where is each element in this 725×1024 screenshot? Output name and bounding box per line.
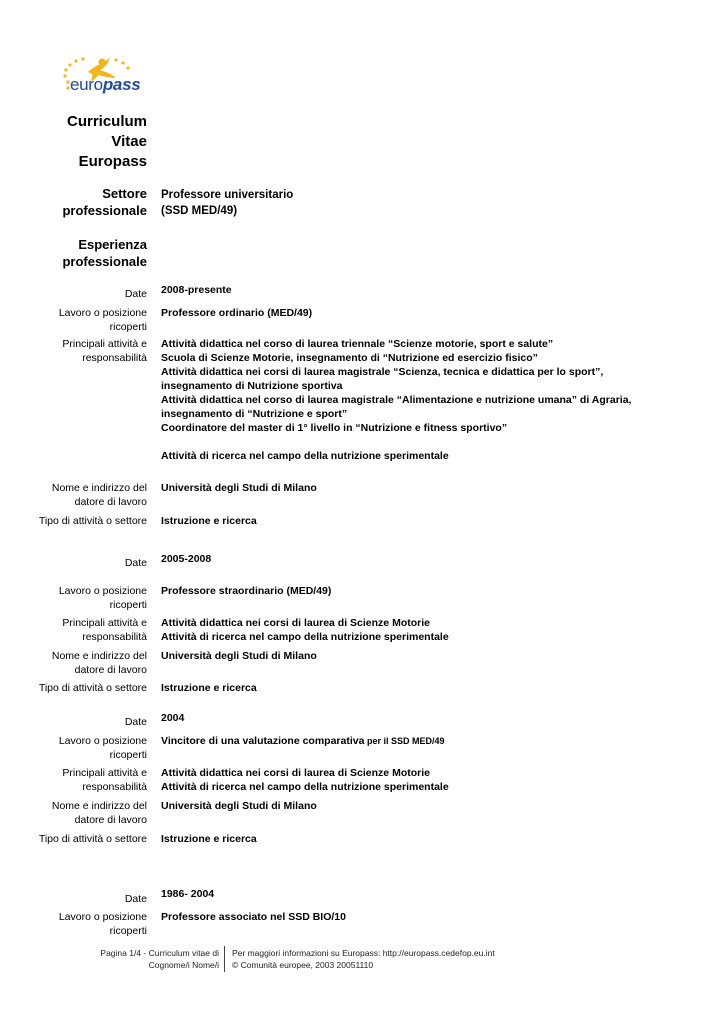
tipo-label: Tipo di attività o settore [38,682,147,694]
footer-right: Per maggiori informazioni su Europass: http://europass.cedefop.eu.int © Comunità europee, 2003 20051110 [232,948,495,970]
entry-date: 2005-2008 [161,553,212,565]
entry-datore: Università degli Studi di Milano [161,800,317,812]
entry-lavoro: Professore associato nel SSD BIO/10 [161,911,346,923]
datore-label: Nome e indirizzo del datore di lavoro [51,482,147,508]
title-line: Vitae [111,133,147,150]
entry-attivita: Attività didattica nei corsi di laurea di Scienze Motorie Attività di ricerca nel campo della nutrizione sperimentale [161,617,449,643]
entry-attivita: Attività didattica nei corsi di laurea di Scienze Motorie Attività di ricerca nel campo della nutrizione sperimentale [161,767,449,793]
esperienza-heading: Esperienza professionale [62,237,147,269]
attivita-label: Principali attività e responsabilità [62,617,147,643]
tipo-label: Tipo di attività o settore [38,515,147,527]
title-line: Curriculum [66,113,147,130]
entry-tipo: Istruzione e ricerca [161,833,257,845]
attivita-label: Principali attività e responsabilità [62,767,147,793]
lavoro-label: Lavoro o posizione ricoperti [58,307,147,333]
datore-label: Nome e indirizzo del datore di lavoro [51,650,147,676]
entry-lavoro: Professore ordinario (MED/49) [161,307,313,319]
entry-datore: Università degli Studi di Milano [161,482,317,494]
date-label: Date [124,288,147,300]
entry-date: 2004 [161,712,185,724]
title-line: Europass [78,153,147,170]
cv-title [67,112,147,172]
settore-heading: Settore professionale [62,186,147,218]
attivita-label: Principali attività e responsabilità [62,338,147,364]
entry-tipo: Istruzione e ricerca [161,515,257,527]
entry-date: 1986- 2004 [161,888,215,900]
entry-datore: Università degli Studi di Milano [161,650,317,662]
date-label: Date [124,716,147,728]
europass-logo-text: europass [70,75,141,94]
settore-value: Professore universitario (SSD MED/49) [161,189,294,217]
footer-divider [224,946,225,972]
entry-attivita: Attività didattica nel corso di laurea triennale “Scienze motorie, sport e salute” Scuola di Scienze Motorie, insegnamento di “Nutrizione ed esercizio fisico” Attività didattica nei corsi di laurea magistrale “Scienza, tecnica e didattica per lo sport”, insegnamento di Nutrizione sportiva Attività didattica nel corso di laurea magistrale “Alimentazione e nutrizione umana” di Agraria, insegnamento di “Nutrizione e sport” Coordinatore del master di 1° livello in “Nutrizione e fitness sportivo” Attività di ricerca nel campo della nutrizione sperimentale [161,338,632,462]
entry-lavoro: Professore straordinario (MED/49) [161,585,332,597]
lavoro-label: Lavoro o posizione ricoperti [58,735,147,761]
entry-tipo: Istruzione e ricerca [161,682,257,694]
lavoro-label: Lavoro o posizione ricoperti [58,911,147,937]
date-label: Date [124,557,147,569]
datore-label: Nome e indirizzo del datore di lavoro [51,800,147,826]
date-label: Date [124,893,147,905]
tipo-label: Tipo di attività o settore [38,833,147,845]
entry-lavoro: Vincitore di una valutazione comparativa per il SSD MED/49 [161,735,445,747]
lavoro-label: Lavoro o posizione ricoperti [58,585,147,611]
footer-left: Pagina 1/4 - Curriculum vitae di Cognome/i Nome/i [100,948,219,970]
entry-date: 2008-presente [161,284,232,296]
